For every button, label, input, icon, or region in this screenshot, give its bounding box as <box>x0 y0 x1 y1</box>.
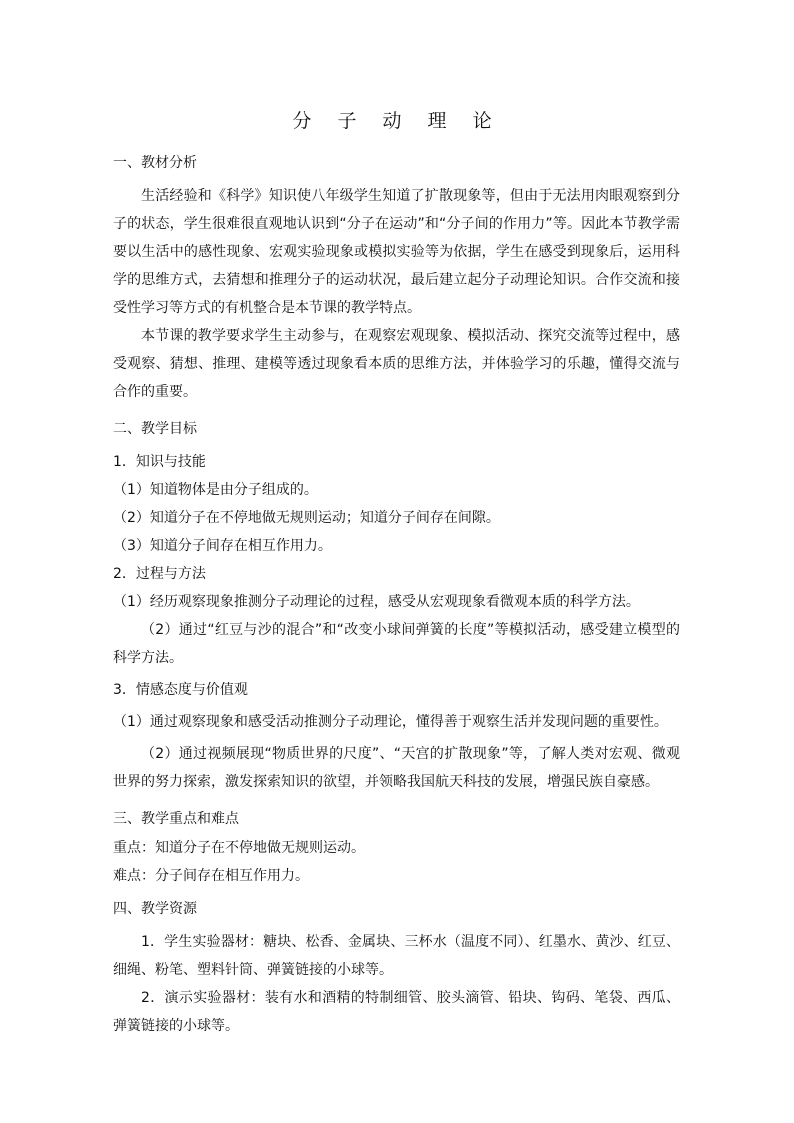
goal-item: （2）通过视频展现“物质世界的尺度”、“天宫的扩散现象”等，了解人类对宏观、微观世界的努力探索，激发探索知识的欲望，并领略我国航天科技的发展，增强民族自豪感。 <box>113 746 680 790</box>
subsection-attitude: 3．情感态度与价值观 <box>113 682 248 698</box>
goal-item: （1）知道物体是由分子组成的。 <box>113 482 318 498</box>
subsection-knowledge: 1．知识与技能 <box>113 454 206 470</box>
subsection-process: 2．过程与方法 <box>113 566 206 582</box>
section1-paragraph-1: 生活经验和《科学》知识使八年级学生知道了扩散现象等，但由于无法用肉眼观察到分子的状态，学生很难很直观地认识到“分子在运动”和“分子间的作用力”等。因此本节教学需要以生活中的感性现象、宏观实验现象或模拟实验等为依据，学生在感受到现象后，运用科学的思维方式，去猜想和推理分子的运动状况，最后建立起分子动理论知识。合作交流和接受性学习等方式的有机整合是本节课的教学特点。 <box>113 188 680 316</box>
section-heading-1: 一、教材分析 <box>113 155 197 171</box>
resource-item: 1．学生实验器材：糖块、松香、金属块、三杯水（温度不同）、红墨水、黄沙、红豆、细绳、粉笔、塑料针筒、弹簧链接的小球等。 <box>113 934 680 978</box>
goal-item: （1）经历观察现象推测分子动理论的过程，感受从宏观现象看微观本质的科学方法。 <box>113 594 640 610</box>
document-body <box>113 152 680 1040</box>
key-point: 重点：知道分子在不停地做无规则运动。 <box>113 840 365 856</box>
goal-item: （2）知道分子在不停地做无规则运动；知道分子间存在间隙。 <box>113 510 500 526</box>
resource-item: 2．演示实验器材：装有水和酒精的特制细管、胶头滴管、铅块、钩码、笔袋、西瓜、弹簧链接的小球等。 <box>113 990 680 1034</box>
goal-item: （2）通过“红豆与沙的混合”和“改变小球间弹簧的长度”等模拟活动，感受建立模型的科学方法。 <box>113 622 680 666</box>
section-heading-3: 三、教学重点和难点 <box>113 811 239 827</box>
difficult-point: 难点：分子间存在相互作用力。 <box>113 868 309 884</box>
section1-paragraph-2: 本节课的教学要求学生主动参与，在观察宏观现象、模拟活动、探究交流等过程中，感受观察、猜想、推理、建模等透过现象看本质的思维方法，并体验学习的乐趣，懂得交流与合作的重要。 <box>113 328 680 400</box>
document-title: 分 子 动 理 论 <box>292 110 502 132</box>
section-heading-4: 四、教学资源 <box>113 901 197 917</box>
section-heading-2: 二、教学目标 <box>113 421 197 437</box>
goal-item: （1）通过观察现象和感受活动推测分子动理论，懂得善于观察生活并发现问题的重要性。 <box>113 714 668 730</box>
goal-item: （3）知道分子间存在相互作用力。 <box>113 538 332 554</box>
